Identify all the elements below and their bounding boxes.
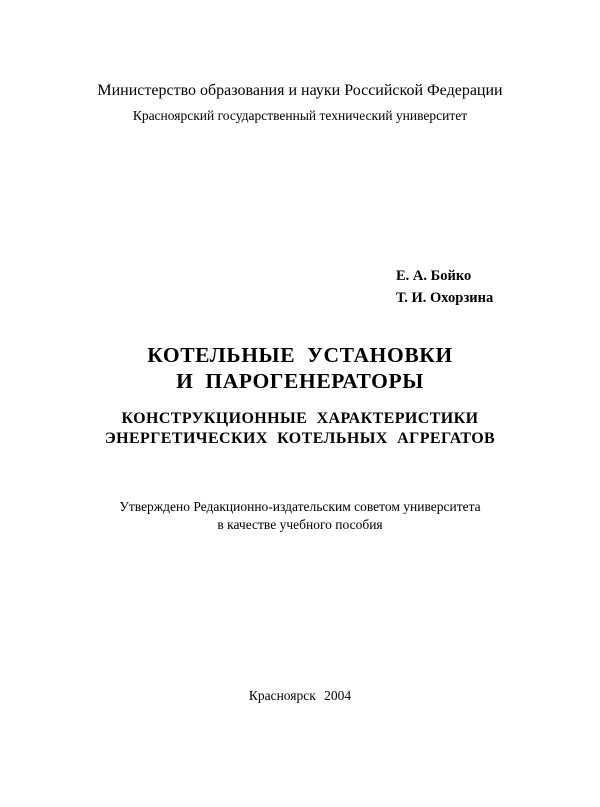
author-2: Т. И. Охорзина bbox=[396, 290, 494, 306]
main-title-line-1: КОТЕЛЬНЫЕ УСТАНОВКИ bbox=[147, 343, 453, 367]
author-1: Е. А. Бойко bbox=[396, 268, 472, 284]
main-title-line-2: И ПАРОГЕНЕРАТОРЫ bbox=[176, 369, 424, 393]
approval-line-2: в качестве учебного пособия bbox=[217, 517, 383, 532]
ministry-name: Министерство образования и науки Российской Федерации bbox=[97, 82, 503, 99]
authors-block bbox=[396, 265, 596, 309]
city-year: Красноярск 2004 bbox=[248, 688, 352, 703]
approval-line-1: Утверждено Редакционно-издательским советом университета bbox=[119, 499, 481, 514]
subtitle-line-2: ЭНЕРГЕТИЧЕСКИХ КОТЕЛЬНЫХ АГРЕГАТОВ bbox=[104, 430, 496, 447]
university-name: Красноярский государственный технический университет bbox=[132, 108, 468, 123]
subtitle-line-1: КОНСТРУКЦИОННЫЕ ХАРАКТЕРИСТИКИ bbox=[121, 410, 479, 427]
